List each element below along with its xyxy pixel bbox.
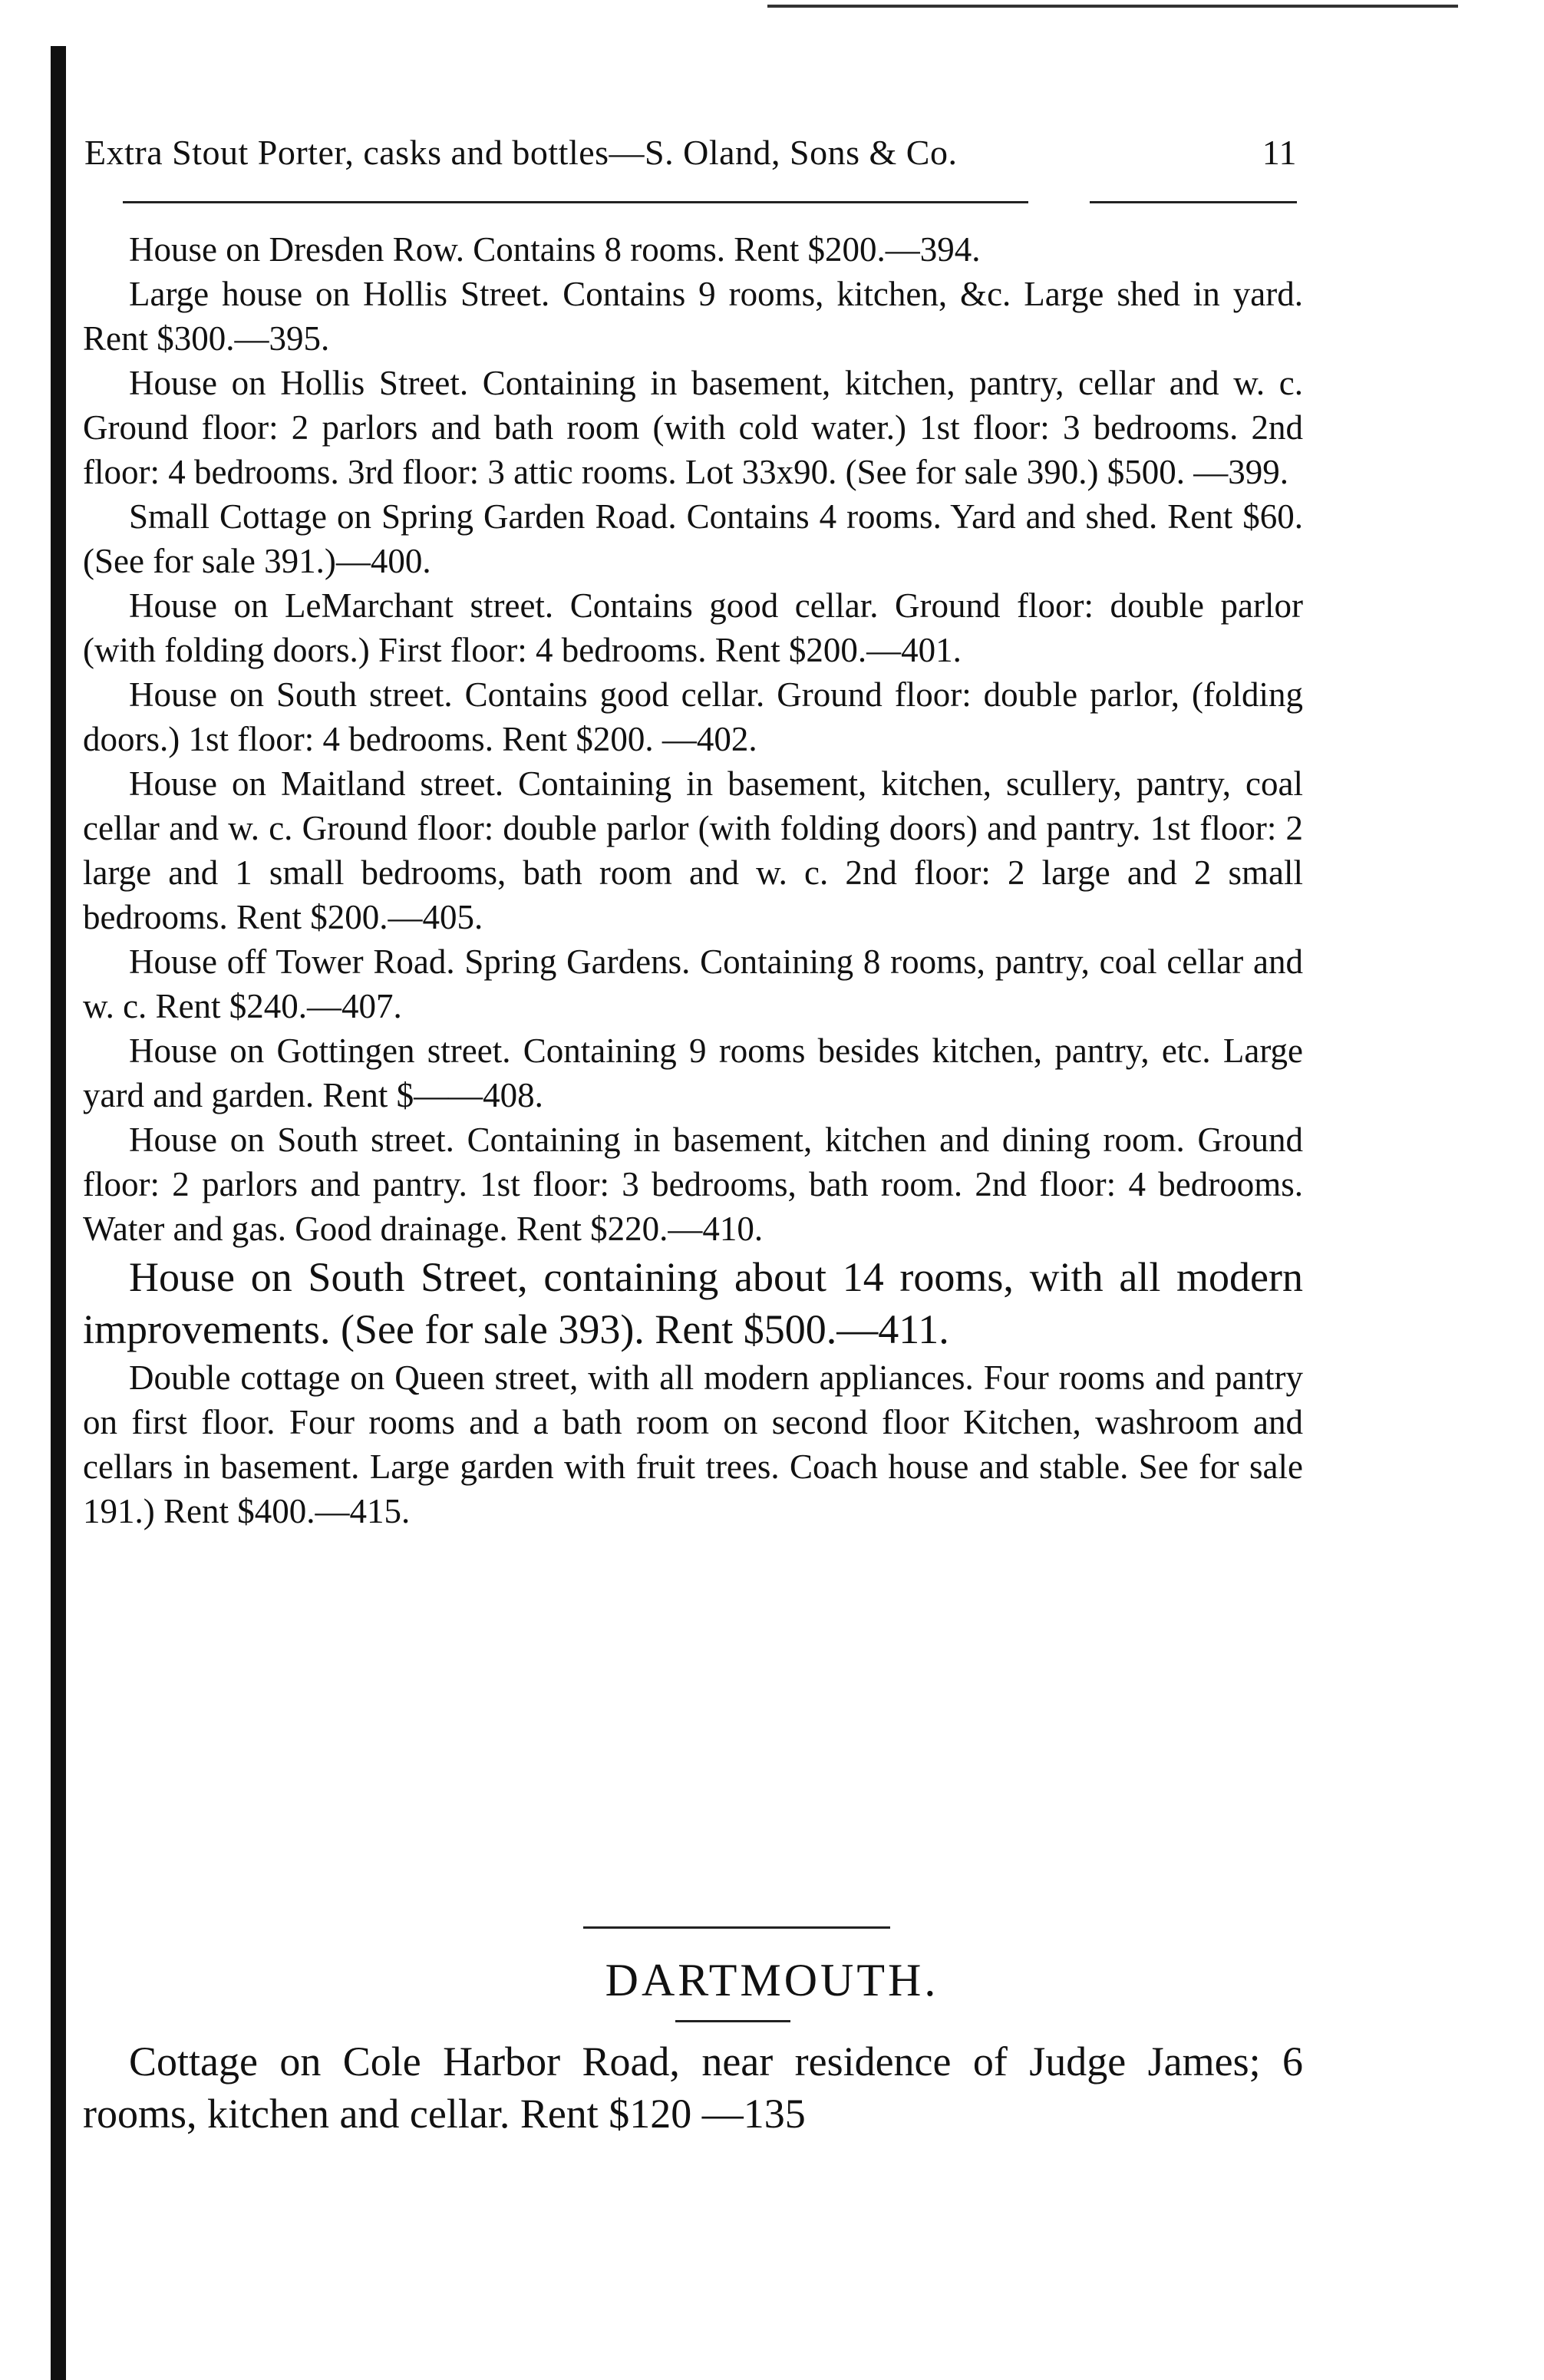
top-edge-rule — [767, 5, 1458, 8]
listing-407: House off Tower Road. Spring Gardens. Containing 8 rooms, pantry, coal cellar and w. c. Rent $240.—407. — [83, 942, 1303, 1025]
listing-405: House on Maitland street. Containing in basement, kitchen, scullery, pantry, coal cellar and w. c. Ground floor: double parlor (with folding doors) and pantry. 1st floor: 2 large and 1 small bedrooms, bath room and w. c. 2nd floor: 2 large and 2 small bedrooms. Rent $200.—405. — [83, 764, 1303, 936]
binding-shadow — [51, 46, 66, 2380]
listings-column — [83, 227, 1303, 1533]
section-rule-top — [583, 1926, 890, 1929]
listing-394: House on Dresden Row. Contains 8 rooms. Rent $200.—394. — [129, 230, 981, 269]
listing-402: House on South street. Contains good cellar. Ground floor: double parlor, (folding doors.) 1st floor: 4 bedrooms. Rent $200. —402. — [83, 675, 1303, 758]
listing-410: House on South street. Containing in basement, kitchen and dining room. Ground floor: 2 parlors and pantry. 1st floor: 3 bedrooms, bath room. 2nd floor: 4 bedrooms. Water and gas. Good drainage. Rent $220.—410. — [83, 1121, 1303, 1248]
listing-395: Large house on Hollis Street. Contains 9 rooms, kitchen, &c. Large shed in yard. Rent $300.—395. — [83, 275, 1303, 358]
listing-411: House on South Street, containing about 14 rooms, with all modern improvements. (See for sale 393). Rent $500.—411. — [83, 1254, 1303, 1352]
running-title: Extra Stout Porter, casks and bottles—S. Oland, Sons & Co. — [84, 133, 958, 172]
page-header — [84, 132, 1297, 178]
page-number: 11 — [1262, 133, 1297, 172]
header-rule-left — [123, 201, 1028, 203]
listing-400: Small Cottage on Spring Garden Road. Contains 4 rooms. Yard and shed. Rent $60. (See for sale 391.)—400. — [83, 497, 1303, 580]
listing-399: House on Hollis Street. Containing in basement, kitchen, pantry, cellar and w. c. Ground floor: 2 parlors and bath room (with cold water.) 1st floor: 3 bedrooms. 2nd floor: 4 bedrooms. 3rd floor: 3 attic rooms. Lot 33x90. (See for sale 390.) $500. —399. — [83, 364, 1303, 491]
dartmouth-listings — [83, 2035, 1303, 2140]
header-rule-right — [1090, 201, 1297, 203]
section-rule-bottom — [675, 2020, 790, 2022]
listing-408: House on Gottingen street. Containing 9 rooms besides kitchen, pantry, etc. Large yard and garden. Rent $——408. — [83, 1032, 1303, 1114]
listing-415: Double cottage on Queen street, with all modern appliances. Four rooms and pantry on first floor. Four rooms and a bath room on second floor Kitchen, washroom and cellars in basement. Large garden with fruit trees. Coach house and stable. See for sale 191.) Rent $400.—415. — [83, 1358, 1303, 1530]
section-heading-dartmouth: DARTMOUTH. — [605, 1955, 939, 2005]
listing-401: House on LeMarchant street. Contains good cellar. Ground floor: double parlor (with folding doors.) First floor: 4 bedrooms. Rent $200.—401. — [83, 586, 1303, 669]
listing-135: Cottage on Cole Harbor Road, near residence of Judge James; 6 rooms, kitchen and cellar. Rent $120 —135 — [83, 2038, 1303, 2137]
